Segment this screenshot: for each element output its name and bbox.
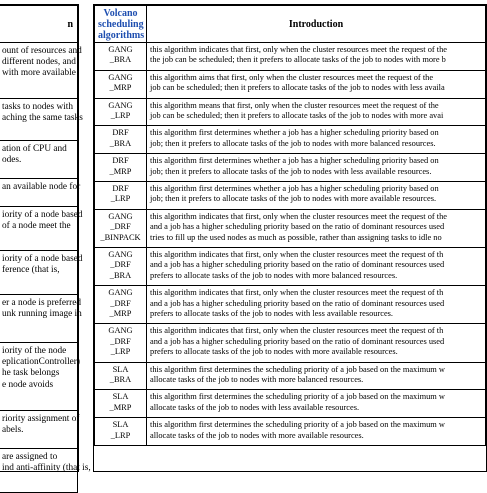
left-table-row <box>0 141 78 179</box>
left-cell-text: eplicationController) <box>2 357 80 368</box>
left-cell-text: unk running image in <box>2 309 82 320</box>
left-cell-text: with more available <box>2 68 76 79</box>
introduction-text: and a job has a higher scheduling priority based on the ratio of dominant resources used <box>150 260 445 270</box>
algorithm-name: GANG <box>108 288 133 298</box>
left-cell-text: tasks to nodes with <box>2 102 74 112</box>
algorithm-name: SLA <box>112 420 129 430</box>
left-cell-text: he task belongs <box>2 368 60 379</box>
left-table-row <box>0 179 78 207</box>
algorithm-name-cell <box>95 154 147 182</box>
algorithm-row <box>95 70 486 98</box>
left-cell-text: ation of CPU and <box>2 144 67 154</box>
algorithm-row <box>95 286 486 324</box>
introduction-cell <box>147 286 486 324</box>
left-cell-text: are assigned to <box>2 452 58 462</box>
introduction-text: this algorithm indicates that first, only when the cluster resources meet the request of the <box>150 211 447 221</box>
left-table-row <box>0 295 78 343</box>
header-algorithms-line: scheduling <box>98 18 144 30</box>
algorithm-name: GANG <box>108 45 133 54</box>
algorithm-table-grid <box>94 5 486 446</box>
introduction-text: prefers to allocate tasks of the job to nodes with less available resources. <box>150 308 394 318</box>
introduction-text: this algorithm first determines the scheduling priority of a job based on the maximum w <box>150 364 445 374</box>
left-table-cell <box>0 141 78 179</box>
introduction-text: and a job has a higher scheduling priority based on the ratio of dominant resources used <box>150 336 445 346</box>
algorithm-name: _DRF <box>110 222 131 232</box>
algorithm-name-cell <box>95 286 147 324</box>
left-table-row <box>0 207 78 251</box>
introduction-text: allocate tasks of the job to nodes with more balanced resources. <box>150 374 364 384</box>
introduction-cell <box>147 70 486 98</box>
introduction-text: this algorithm first determines whether a job has a higher scheduling priority based on <box>150 183 439 193</box>
left-cell-text: aching the same tasks <box>2 113 83 124</box>
left-cell-text: e node avoids <box>2 379 54 390</box>
algorithm-name: _LRP <box>110 111 131 120</box>
algorithm-row <box>95 98 486 126</box>
left-table-header: n <box>0 6 78 43</box>
algorithm-name: GANG <box>108 100 133 110</box>
algorithm-name-cell <box>95 362 147 390</box>
left-table-cell <box>0 295 82 343</box>
left-table-cell <box>0 207 83 251</box>
algorithm-table <box>93 4 487 472</box>
introduction-text: this algorithm means that first, only when the cluster resources meet the request of the <box>150 100 439 110</box>
left-cell-text: ind anti-affinity (that is, <box>2 463 91 474</box>
left-table-row <box>0 449 78 493</box>
algorithm-name-cell <box>95 390 147 418</box>
algorithm-name: _LRP <box>110 347 131 357</box>
algorithm-row <box>95 126 486 154</box>
header-algorithms <box>95 6 147 43</box>
left-cell-text: er a node is preferred <box>2 298 81 308</box>
algorithm-row <box>95 324 486 362</box>
left-table <box>0 4 91 474</box>
introduction-text: this algorithm aims that first, only when the cluster resources meet the request of the <box>150 72 434 82</box>
introduction-text: the job can be scheduled; then it prefers to allocate tasks of the job to nodes with more b <box>150 55 446 65</box>
left-table-cell <box>0 411 78 449</box>
introduction-text: this algorithm indicates that first, only when the cluster resources meet the request of th <box>150 288 444 298</box>
left-table-cell <box>0 251 83 295</box>
left-table-row <box>0 251 78 295</box>
left-table-row <box>0 411 78 449</box>
left-cell-text: ference (that is, <box>2 265 60 276</box>
introduction-text: and a job has a higher scheduling priority based on the ratio of dominant resources used <box>150 222 445 232</box>
introduction-text: this algorithm indicates that first, only when the cluster resources meet the request of th <box>150 249 444 259</box>
introduction-text: job; then it prefers to allocate tasks of the job to nodes with more balanced resources. <box>150 138 436 148</box>
algorithm-name: _LRP <box>110 430 131 440</box>
algorithm-name-cell <box>95 247 147 285</box>
algorithm-row <box>95 247 486 285</box>
algorithm-name: GANG <box>108 211 133 221</box>
algorithm-name: _BRA <box>109 374 132 384</box>
algorithm-row <box>95 43 486 71</box>
algorithm-name-cell <box>95 181 147 209</box>
introduction-cell <box>147 209 486 247</box>
introduction-text: this algorithm first determines whether a job has a higher scheduling priority based on <box>150 128 439 138</box>
introduction-text: prefers to allocate tasks of the job to nodes with more balanced resources. <box>150 270 398 280</box>
algorithm-row <box>95 209 486 247</box>
introduction-text: this algorithm first determines whether a job has a higher scheduling priority based on <box>150 156 439 166</box>
algorithm-name: DRF <box>112 128 129 138</box>
left-cell-text: iority of the node <box>2 346 67 356</box>
left-cell-text: iority of a node based <box>2 254 83 264</box>
header-introduction: Introduction <box>147 6 486 43</box>
algorithm-name: _BRA <box>109 55 132 65</box>
left-cell-text: an available node for <box>2 182 81 192</box>
algorithm-name: _MRP <box>109 83 132 93</box>
header-algorithms-line: algorithms <box>98 29 145 41</box>
introduction-text: this algorithm first determines the scheduling priority of a job based on the maximum w <box>150 392 445 402</box>
introduction-text: job; then it prefers to allocate tasks of the job to nodes with more available resources. <box>150 194 437 204</box>
algorithm-name-cell <box>95 70 147 98</box>
introduction-text: job; then it prefers to allocate tasks of the job to nodes with less available resources. <box>150 166 432 176</box>
algorithm-name: _DRF <box>110 336 131 346</box>
algorithm-name: SLA <box>112 364 129 374</box>
introduction-cell <box>147 98 486 126</box>
left-table-row <box>0 43 78 99</box>
algorithm-name: _LRP <box>110 194 131 204</box>
left-table-cell <box>0 343 78 411</box>
introduction-text: job can be scheduled; then it prefers to allocate tasks of the job to nodes with less availa <box>150 83 445 93</box>
algorithm-name: _MRP <box>109 308 132 318</box>
introduction-text: and a job has a higher scheduling priority based on the ratio of dominant resources used <box>150 298 445 308</box>
left-table-cell <box>0 43 82 99</box>
introduction-text: allocate tasks of the job to nodes with less available resources. <box>150 402 360 412</box>
algorithm-name: _MRP <box>109 166 132 176</box>
left-cell-text: different nodes, and <box>2 57 76 68</box>
algorithm-name-cell <box>95 324 147 362</box>
left-table-row <box>0 99 78 141</box>
introduction-text: job can be scheduled; then it prefers to allocate tasks of the job to nodes with more avai <box>150 111 444 120</box>
left-table-row <box>0 343 78 411</box>
algorithm-name-cell <box>95 126 147 154</box>
algorithm-name: _BRA <box>109 138 132 148</box>
introduction-cell <box>147 390 486 418</box>
left-cell-text: riority assignment of <box>2 414 80 424</box>
introduction-text: this algorithm first determines the scheduling priority of a job based on the maximum w <box>150 420 445 430</box>
algorithm-row <box>95 362 486 390</box>
introduction-text: prefers to allocate tasks of the job to nodes with more available resources. <box>150 347 398 357</box>
left-cell-text: of a node meet the <box>2 221 71 232</box>
introduction-text: tries to fill up the used nodes as much as possible, rather than assigning tasks to idle no <box>150 232 442 242</box>
algorithm-name: _DRF <box>110 260 131 270</box>
left-table-cell <box>0 99 83 141</box>
algorithm-name: DRF <box>112 156 129 166</box>
introduction-text: this algorithm indicates that first, only when the cluster resources meet the request of the <box>150 45 447 54</box>
left-table-cell <box>0 449 91 493</box>
algorithm-name-cell <box>95 418 147 446</box>
introduction-cell <box>147 126 486 154</box>
left-cell-text: ount of resources and <box>2 46 82 56</box>
introduction-text: allocate tasks of the job to nodes with more available resources. <box>150 430 364 440</box>
algorithm-name: _DRF <box>110 298 131 308</box>
left-cell-text: abels. <box>2 425 24 436</box>
algorithm-row <box>95 390 486 418</box>
algorithm-name-cell <box>95 43 147 71</box>
introduction-cell <box>147 418 486 446</box>
algorithm-row <box>95 181 486 209</box>
introduction-text: this algorithm indicates that first, only when the cluster resources meet the request of th <box>150 326 444 336</box>
algorithm-name-cell <box>95 98 147 126</box>
header-algorithms-line: Volcano <box>103 7 138 19</box>
algorithm-name: DRF <box>112 183 129 193</box>
left-table-cell <box>0 179 81 207</box>
algorithm-name: _BINPACK <box>100 232 141 242</box>
algorithm-name: GANG <box>108 326 133 336</box>
algorithm-row <box>95 418 486 446</box>
algorithm-name: _BRA <box>109 270 132 280</box>
algorithm-name: _MRP <box>109 402 132 412</box>
introduction-cell <box>147 362 486 390</box>
left-cell-text: iority of a node based <box>2 210 83 220</box>
algorithm-name: GANG <box>108 249 133 259</box>
algorithm-row <box>95 154 486 182</box>
introduction-cell <box>147 43 486 71</box>
introduction-cell <box>147 154 486 182</box>
algorithm-name: SLA <box>112 392 129 402</box>
left-table-grid <box>0 5 91 493</box>
introduction-cell <box>147 247 486 285</box>
algorithm-name-cell <box>95 209 147 247</box>
algorithm-name: GANG <box>108 72 133 82</box>
introduction-cell <box>147 181 486 209</box>
introduction-cell <box>147 324 486 362</box>
left-cell-text: odes. <box>2 155 22 166</box>
